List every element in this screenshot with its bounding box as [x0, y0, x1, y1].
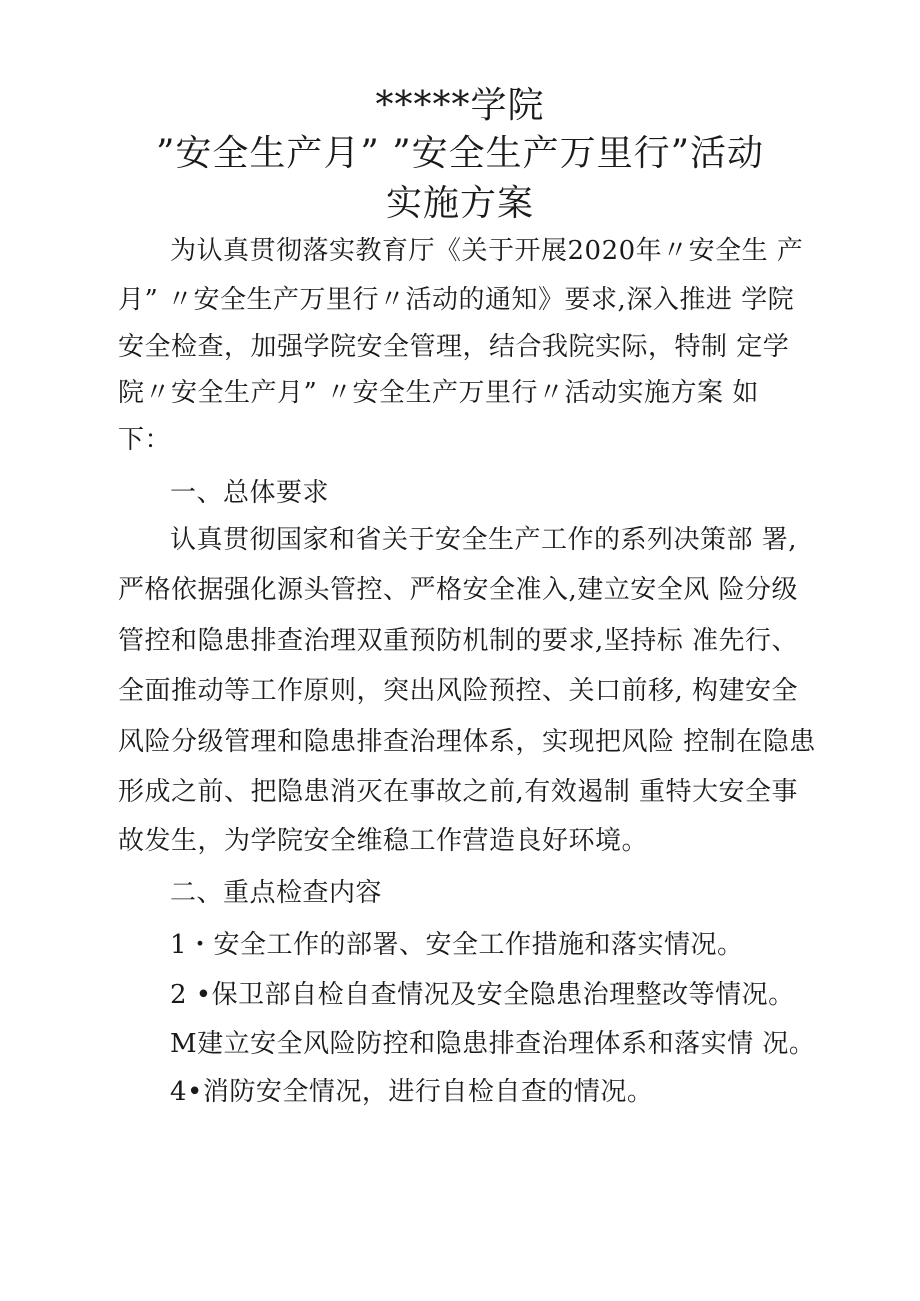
intro-line-2: 月” 〃安全生产万里行〃活动的通知》要求,深入推进 学院: [118, 285, 795, 315]
section-2-item-3: M建立安全风险防控和隐患排查治理体系和落实情 况。: [170, 1029, 816, 1059]
section-1-line-2: 严格依据强化源头管控、严格安全准入,建立安全风 险分级: [118, 575, 799, 605]
intro-line-5: 下：: [118, 425, 172, 455]
section-1-line-6: 形成之前、把隐患消灭在事故之前,有效遏制 重特大安全事: [118, 777, 799, 807]
section-2-item-2: 2 •保卫部自检自查情况及安全隐患治理整改等情况。: [170, 980, 795, 1010]
section-1-line-3: 管控和隐患排查治理双重预防机制的要求,坚持标 准先行、: [118, 626, 799, 656]
intro-line-1: 为认真贯彻落实教育厅《关于开展2020年〃安全生 产: [170, 236, 804, 266]
activity-title: ”安全生产月” ”安全生产万里行”活动: [155, 133, 765, 174]
section-2-item-4: 4•消防安全情况，进行自检自查的情况。: [170, 1077, 654, 1107]
section-1-heading: 一、总体要求: [170, 478, 330, 508]
institution-title: *****学院: [375, 85, 545, 126]
intro-line-4: 院〃安全生产月” 〃安全生产万里行〃活动实施方案 如: [118, 378, 759, 408]
intro-line-3: 安全检查，加强学院安全管理，结合我院实际，特制 定学: [118, 332, 790, 362]
section-1-line-4: 全面推动等工作原则，突出风险预控、关口前移, 构建安全: [118, 676, 799, 706]
section-2-item-1: 1・安全工作的部署、安全工作措施和落实情况。: [170, 930, 744, 960]
section-1-line-1: 认真贯彻国家和省关于安全生产工作的系列决策部 署,: [170, 525, 798, 555]
section-1-line-7: 故发生，为学院安全维稳工作营造良好环境。: [118, 826, 649, 856]
section-2-heading: 二、重点检查内容: [170, 878, 383, 908]
section-1-line-5: 风险分级管理和隐患排查治理体系，实现把风险 控制在隐患: [118, 727, 816, 757]
plan-title: 实施方案: [385, 183, 534, 224]
